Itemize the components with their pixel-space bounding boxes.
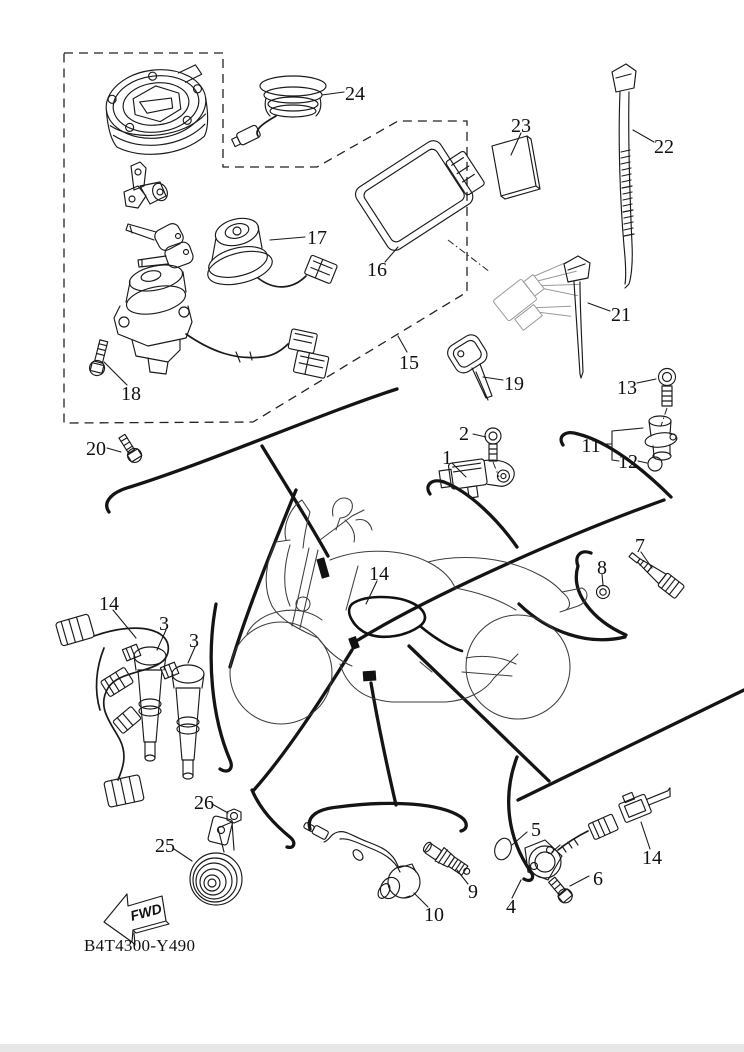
- harness-left: [55, 614, 168, 808]
- callout-1-12: 1: [442, 447, 452, 469]
- callout-14-18: 14: [99, 593, 119, 615]
- o-ring-5: [492, 836, 514, 862]
- callout-18-6: 18: [121, 383, 141, 405]
- dashed-enclosure: [64, 53, 490, 423]
- callout-22-2: 22: [654, 136, 674, 158]
- sub-lead-21: [564, 256, 590, 378]
- bolt-2: [485, 428, 501, 477]
- callout-7-15: 7: [635, 535, 645, 557]
- callout-13-10: 13: [617, 377, 637, 399]
- callout-11-13: 11: [581, 435, 601, 457]
- callout-3-20: 3: [189, 630, 199, 652]
- callout-16-4: 16: [367, 259, 387, 281]
- callout-19-9: 19: [504, 373, 524, 395]
- plate-23: [492, 136, 540, 199]
- lock-bracket: [124, 162, 170, 208]
- crank-sensor-11: [644, 416, 678, 471]
- bolt-6: [546, 875, 575, 905]
- ignition-coil-2: [160, 662, 204, 779]
- callout-layer: [86, 83, 674, 926]
- ecu-unit: [352, 129, 490, 254]
- connector-14-right: [616, 779, 676, 823]
- callout-6-25: 6: [593, 868, 603, 890]
- callout-9-28: 9: [468, 881, 478, 903]
- speed-sensor-10: [303, 820, 420, 902]
- callout-21-8: 21: [611, 304, 631, 326]
- callout-20-7: 20: [86, 438, 106, 460]
- keys: [126, 221, 195, 270]
- oil-pressure-switch-9: [421, 838, 473, 880]
- callout-10-27: 10: [424, 904, 444, 926]
- callout-2-11: 2: [459, 423, 469, 445]
- leader-lines: [104, 92, 656, 907]
- immobilizer-antenna: [204, 214, 337, 290]
- cable-tie-22: [612, 64, 636, 288]
- callout-15-5: 15: [399, 352, 419, 374]
- main-switch: [114, 261, 333, 379]
- part-code: B4T4300-Y490: [84, 936, 196, 955]
- callout-23-1: 23: [511, 115, 531, 137]
- callout-14-17: 14: [369, 563, 389, 585]
- ignition-coil: [122, 644, 166, 761]
- callout-8-16: 8: [597, 557, 607, 579]
- callout-3-19: 3: [159, 613, 169, 635]
- fuel-cap: [102, 64, 212, 160]
- bolt-18: [88, 339, 111, 377]
- nut-26: [227, 809, 241, 823]
- key-blank-19: [444, 331, 492, 400]
- callout-25-22: 25: [155, 835, 175, 857]
- bolt-20: [116, 432, 144, 465]
- callout-26-21: 26: [194, 792, 214, 814]
- callout-5-23: 5: [531, 819, 541, 841]
- callout-14-26: 14: [642, 847, 662, 869]
- fwd-label: FWD: [128, 900, 164, 924]
- page-edge: [0, 1044, 744, 1052]
- callout-24-0: 24: [345, 83, 365, 105]
- horn-25: [190, 816, 242, 905]
- sensor-24: [230, 76, 326, 148]
- callout-12-14: 12: [618, 451, 638, 473]
- callout-17-3: 17: [307, 227, 327, 249]
- callout-4-24: 4: [506, 896, 516, 918]
